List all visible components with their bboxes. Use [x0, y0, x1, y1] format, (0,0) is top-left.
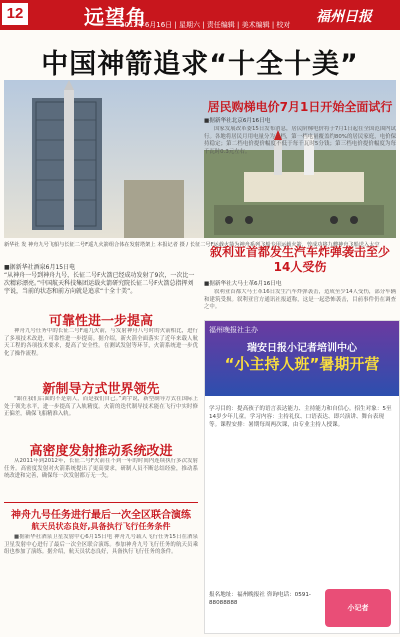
training-advertisement: [204, 320, 400, 634]
photo-caption: 新华社 发 神舟九号飞船与长征二号F遥九火箭组合体在发射塔架上 本报记者 摄 / 长征二号F运载火箭为神舟系列飞船专用运载火箭，曾成功将九艘神舟飞船送入太空: [4, 242, 380, 248]
article-body-electricity: 国家发展改革委15日发布消息，居民阶梯电价将于7月1日起在全国范围内试行。各地将居民月用电量分为三档，第一档电量覆盖约80%的居民家庭，电价保持稳定；第二档电价提价幅度不低于每千瓦时5分钱；第三档电价提价幅度为每千瓦时0.3元左右。: [204, 126, 396, 155]
ad-subtitle: “小主持人班”暑期开营: [224, 355, 380, 373]
page-number: 12: [2, 3, 28, 25]
article-byline-syria: ■据新华社大马士革6月16日电: [204, 281, 282, 287]
article-byline-electricity: ■据新华社北京6月16日电: [204, 118, 271, 124]
article-heading-reliability: 可靠性进一步提高: [48, 314, 153, 329]
article-heading-guidance: 新制导方式世界领先: [42, 382, 160, 397]
article-heading-electricity: 居民购梯电价7月1日开始全面试行: [207, 100, 393, 114]
lead-paragraph: “从神舟一号到神舟九号，长征二号F火箭已经成功发射了9次，一次比一次精彩漂亮。”中国航天科技集团运载火箭研究院长征二号F火箭总指挥刘宇说，当前的状态和前方向就是追求“十全十美”。: [4, 272, 195, 295]
section-title: 远望角: [84, 5, 147, 29]
dateline: 2012年6月16日 | 星期六 | 责任编辑 | 美术编辑 | 校对: [120, 21, 291, 29]
article-body-syria: 叙利亚首都大马士革16日发生汽车炸弹袭击，造成至少14人受伤，部分车辆和建筑受损。叙利亚官方通讯社报道称，这是一起恐怖袭击，目前事件仍在调查之中。: [204, 289, 396, 311]
ad-organizer: 福州晚报社主办: [209, 326, 258, 334]
article-heading-launch-density: 高密度发射推动系统改进: [29, 444, 173, 459]
newspaper-brand: 福州日报: [316, 9, 372, 25]
divider: [4, 502, 198, 503]
article-body-guidance: “跟在我们后面的不是别人，而是我们自己。”刘宇说，新型制导方式在国际上处于领先水平，进一步提高了入轨精度。火箭的迭代制导技术能在飞行中实时修正偏差，确保飞船精准入轨。: [4, 396, 198, 418]
ad-description: 学习目的：提高孩子的语言表达能力、主持能力和自信心。招生对象：5至14岁少年儿童。学习内容：主持礼仪、口语表达、即兴演讲、舞台表现等。课程安排：暑期每周两次课，由专业主持人授课。: [209, 406, 392, 428]
article-heading-drill: 神舟九号任务进行最后一次全区联合演练: [11, 510, 191, 521]
ad-contact: 报名地址：福州晚报社 咨询电话：0591-88088888: [209, 592, 311, 606]
dateline-kicker: ■据新华社酒泉6月15日电: [4, 264, 76, 271]
article-body-launch-density: 从2011年到2012年，长征二号F火箭在不到一年的时间内连续执行多次发射任务。高密度发射对火箭系统提出了更高要求，研制人员不断总结经验，推动系统改进和完善，确保每一次发射都万无一失。: [4, 458, 198, 480]
ad-logo: 小记者: [325, 589, 391, 627]
article-heading-syria: 叙利亚首都发生汽车炸弹袭击至少14人受伤: [209, 245, 390, 274]
ad-title: 瑞安日报小记者培训中心: [247, 343, 357, 354]
article-body-drill: ■据新华社酒泉卫星发射中心6月15日电 神舟九号载人飞行任务15日在酒泉卫星发射中心进行了最后一次全区联合演练。参加神舟九号飞行任务的航天员乘组也参加了演练。据介绍，航天员状态良好，具备执行飞行任务的条件。: [4, 534, 198, 556]
article-subheading-drill: 航天员状态良好,具备执行飞行任务条件: [31, 522, 171, 531]
article-body-reliability: 神舟九号任务中的长征二号F遥九火箭，与发射神舟八号时的火箭相比，进行了多项技术改进，可靠性进一步提高。据介绍，新火箭全面落实了近年来载人航天工程的各项技术要求，提高了安全性。在测试发射等环节，火箭系统进一步优化了操作流程。: [4, 328, 198, 357]
headline: 中国神箭追求“十全十美”: [41, 49, 359, 80]
